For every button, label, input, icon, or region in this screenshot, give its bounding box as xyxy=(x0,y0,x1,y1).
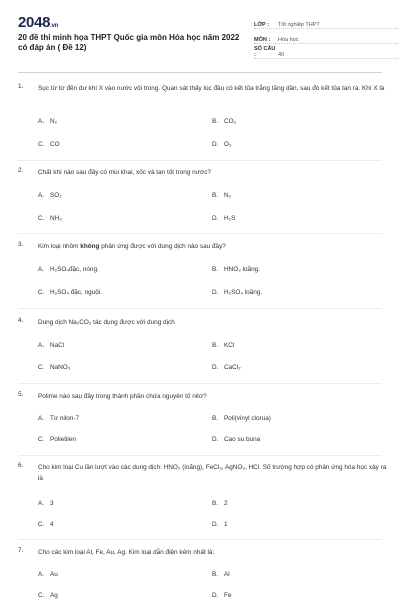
question-2 xyxy=(18,167,388,178)
option-letter: C. xyxy=(38,289,45,296)
question-number: 1. xyxy=(18,83,24,90)
question-text: Cho kim loại Cu lần lượt vào các dung dịch: HNO₃ (loãng), FeCl₃, AgNO₃, HCl. Số trường hợp có phản ứng hóa học xảy ra là xyxy=(38,464,387,482)
option-text: H₂S xyxy=(224,215,236,222)
option-letter: A. xyxy=(38,415,45,422)
option-letter: B. xyxy=(212,342,219,349)
meta-value: Hóa học xyxy=(278,37,299,43)
option-text: Polietilen xyxy=(50,436,76,443)
header-divider xyxy=(18,72,382,73)
option-b[interactable] xyxy=(212,571,230,578)
meta-label: SỐ CÂU : xyxy=(254,46,276,58)
option-letter: C. xyxy=(38,364,45,371)
option-letter: D. xyxy=(212,436,219,443)
question-1 xyxy=(18,83,388,94)
option-d[interactable] xyxy=(212,141,231,148)
option-text: H₂SO₄ đặc, nguội. xyxy=(50,289,102,296)
question-divider xyxy=(18,308,382,309)
option-letter: D. xyxy=(212,289,219,296)
meta-label: MÔN : xyxy=(254,37,271,43)
option-text: NH₃ xyxy=(50,215,62,222)
meta-value: Tốt nghiệp THPT xyxy=(278,22,320,28)
question-text: Cho các kim loại Al, Fe, Au, Ag. Kim loại dẫn điện kém nhất là: xyxy=(38,549,215,556)
option-text: 2 xyxy=(224,500,228,507)
option-c[interactable] xyxy=(38,289,102,296)
option-text: N₂ xyxy=(224,192,232,199)
meta-row-count xyxy=(254,46,398,59)
option-text: 1 xyxy=(224,521,228,528)
option-letter: D. xyxy=(212,364,219,371)
option-letter: D. xyxy=(212,141,219,148)
option-letter: A. xyxy=(38,342,45,349)
option-c[interactable] xyxy=(38,436,76,443)
option-letter: D. xyxy=(212,592,219,599)
question-text: Chất khí nào sau đây có mùi khai, xốc và tan tốt trong nước? xyxy=(38,169,211,176)
option-a[interactable] xyxy=(38,500,54,507)
option-a[interactable] xyxy=(38,118,57,125)
option-text: Fe xyxy=(224,592,232,599)
question-divider xyxy=(18,455,382,456)
question-number: 7. xyxy=(18,547,24,554)
document-title: 20 đề thi minh họa THPT Quốc gia môn Hóa học năm 2022 có đáp án ( Đề 12) xyxy=(18,33,240,52)
question-number: 5. xyxy=(18,391,24,398)
option-c[interactable] xyxy=(38,364,70,371)
option-text: Cao su buna xyxy=(224,436,261,443)
option-text: Poli(vinyl clorua) xyxy=(224,415,271,422)
option-text: HNO₃ loãng. xyxy=(224,266,260,273)
question-text: Sục từ từ đến dư khí X vào nước vôi trong. Quan sát thấy lúc đầu có kết tủa trắng tăng dần, sau đó kết tủa tan ra. Khí X là xyxy=(38,85,385,92)
option-text: 3 xyxy=(50,500,54,507)
option-text: CaCl₂ xyxy=(224,364,241,371)
option-c[interactable] xyxy=(38,592,58,599)
option-letter: B. xyxy=(212,415,219,422)
question-text-part: phản ứng được với dung dịch nào sau đây? xyxy=(99,243,226,250)
option-text: H₂SO₄ loãng. xyxy=(224,289,263,296)
option-text: CO₂ xyxy=(224,118,237,125)
option-letter: C. xyxy=(38,215,45,222)
option-letter: B. xyxy=(212,500,219,507)
option-c[interactable] xyxy=(38,141,60,148)
document-header xyxy=(18,14,390,64)
option-text: Ag xyxy=(50,592,58,599)
option-letter: A. xyxy=(38,571,45,578)
option-b[interactable] xyxy=(212,342,234,349)
option-letter: C. xyxy=(38,436,45,443)
option-a[interactable] xyxy=(38,266,99,273)
option-c[interactable] xyxy=(38,521,54,528)
logo-suffix: .vn xyxy=(50,23,58,29)
option-text: Au xyxy=(50,571,58,578)
option-text: NaNO₃ xyxy=(50,364,71,371)
question-divider xyxy=(18,233,382,234)
meta-row-class xyxy=(254,16,398,29)
option-text: 4 xyxy=(50,521,54,528)
option-d[interactable] xyxy=(212,592,231,599)
question-5 xyxy=(18,391,388,402)
option-c[interactable] xyxy=(38,215,62,222)
exam-meta xyxy=(254,16,398,61)
question-text: Dung dịch Na₂CO₃ tác dụng được với dung dịch xyxy=(38,319,175,326)
option-d[interactable] xyxy=(212,215,235,222)
option-letter: C. xyxy=(38,521,45,528)
question-6 xyxy=(18,462,388,484)
option-text: N₂ xyxy=(50,118,58,125)
question-divider xyxy=(18,539,382,540)
option-b[interactable] xyxy=(212,415,271,422)
option-text: Tơ nilon-7 xyxy=(50,415,80,422)
option-a[interactable] xyxy=(38,571,58,578)
option-b[interactable] xyxy=(212,266,260,273)
question-4 xyxy=(18,317,388,328)
option-text: O₂ xyxy=(224,141,232,148)
option-a[interactable] xyxy=(38,342,64,349)
meta-value: 40 xyxy=(278,52,285,58)
question-divider xyxy=(18,383,382,384)
option-letter: A. xyxy=(38,118,45,125)
question-text xyxy=(38,241,388,252)
question-number: 3. xyxy=(18,241,24,248)
question-7 xyxy=(18,547,388,558)
meta-label: LỚP : xyxy=(254,22,269,28)
option-text: Al xyxy=(224,571,230,578)
option-letter: A. xyxy=(38,266,45,273)
option-letter: D. xyxy=(212,215,219,222)
option-a[interactable] xyxy=(38,192,62,199)
question-3 xyxy=(18,241,388,252)
option-letter: D. xyxy=(212,521,219,528)
question-keyword: không xyxy=(80,243,100,250)
option-b[interactable] xyxy=(212,192,231,199)
option-text: CO xyxy=(50,141,60,148)
question-number: 4. xyxy=(18,317,24,324)
question-number: 2. xyxy=(18,167,24,174)
option-letter: B. xyxy=(212,266,219,273)
question-text: Polime nào sau đây trong thành phần chứa nguyên tố nitơ? xyxy=(38,393,207,400)
option-d[interactable] xyxy=(212,436,260,443)
option-b[interactable] xyxy=(212,500,228,507)
option-b[interactable] xyxy=(212,118,236,125)
option-d[interactable] xyxy=(212,521,228,528)
question-divider xyxy=(18,160,382,161)
option-text: H₂SO₄đặc, nóng. xyxy=(50,266,99,273)
meta-row-subject xyxy=(254,31,398,44)
logo-text: 2048 xyxy=(18,14,51,31)
option-letter: C. xyxy=(38,141,45,148)
option-d[interactable] xyxy=(212,364,241,371)
option-text: SO₂ xyxy=(50,192,62,199)
question-text-part: Kim loại nhôm xyxy=(38,243,81,250)
option-a[interactable] xyxy=(38,415,79,422)
option-letter: B. xyxy=(212,118,219,125)
question-number: 6. xyxy=(18,462,24,469)
option-letter: A. xyxy=(38,500,45,507)
option-letter: B. xyxy=(212,571,219,578)
option-d[interactable] xyxy=(212,289,262,296)
option-letter: C. xyxy=(38,592,45,599)
option-letter: B. xyxy=(212,192,219,199)
option-letter: A. xyxy=(38,192,45,199)
option-text: NaCl xyxy=(50,342,65,349)
option-text: KCl xyxy=(224,342,235,349)
